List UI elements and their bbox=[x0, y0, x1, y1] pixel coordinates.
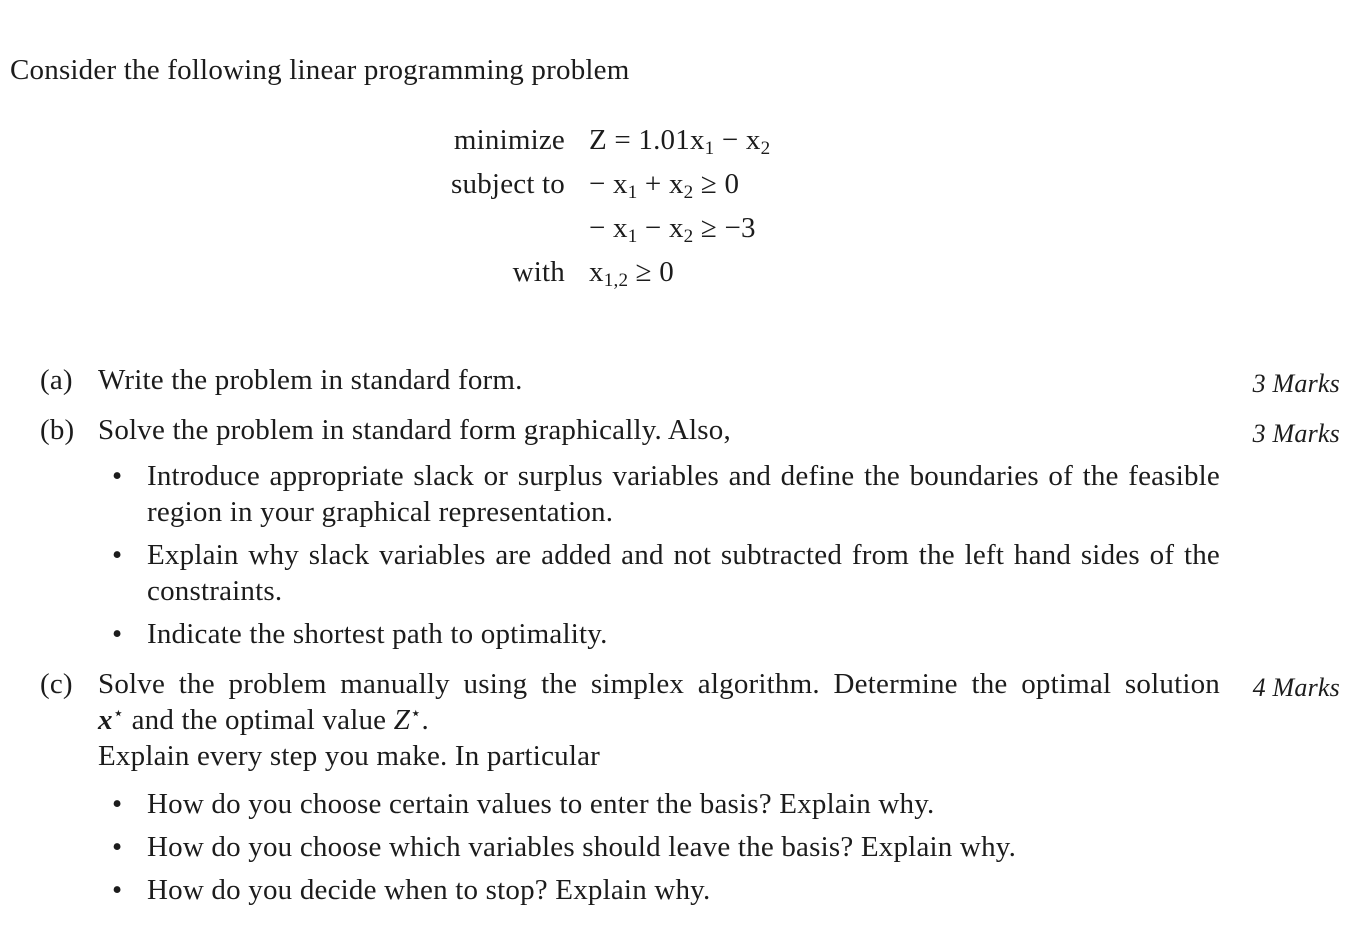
item-c-line-2: x⋆ and the optimal value Z⋆. bbox=[98, 703, 429, 736]
bullet-c-3-text: How do you decide when to stop? Explain why. bbox=[147, 874, 711, 906]
constraint-1-equation: − $x_1 + x_2 \ge 0$ bbox=[589, 168, 740, 203]
math-label-empty bbox=[0, 206, 565, 250]
bullet-icon: • bbox=[112, 874, 123, 906]
bullet-icon: • bbox=[112, 539, 123, 571]
item-b-label: (b) bbox=[40, 414, 75, 446]
math-row-minimize bbox=[0, 118, 1354, 162]
bullet-c-1-text: How do you choose certain values to enter the basis? Explain why. bbox=[147, 788, 935, 820]
item-b-text: Solve the problem in standard form graphically. Also, bbox=[98, 414, 731, 446]
lp-problem-display bbox=[0, 118, 1354, 294]
item-c-marks: 4 Marks bbox=[1252, 673, 1340, 702]
item-b-bullet-list bbox=[112, 458, 1220, 652]
bullet-icon: • bbox=[112, 831, 123, 863]
item-c-label: (c) bbox=[40, 668, 73, 700]
math-label-subject-to: subject to bbox=[451, 168, 565, 200]
nonnegativity-equation: $x_{1,2} \ge 0$ bbox=[589, 256, 674, 291]
item-a-label: (a) bbox=[40, 364, 73, 396]
list-item bbox=[112, 537, 1220, 609]
bullet-c-2-text: How do you choose which variables should leave the basis? Explain why. bbox=[147, 831, 1017, 863]
bullet-b-3-text: Indicate the shortest path to optimality. bbox=[147, 618, 608, 650]
item-c-text bbox=[98, 666, 1220, 774]
math-row-constraint-2 bbox=[0, 206, 1354, 250]
intro-text: Consider the following linear programming problem bbox=[10, 54, 630, 86]
bullet-b-2-text: Explain why slack variables are added and not subtracted from the left hand sides of the constraints. bbox=[147, 539, 1220, 607]
list-item bbox=[112, 829, 1247, 865]
item-a-marks: 3 Marks bbox=[1252, 369, 1340, 398]
bullet-icon: • bbox=[112, 618, 123, 650]
list-item bbox=[112, 458, 1220, 530]
objective-equation: $Z = 1.01x_1 - x_2$ bbox=[589, 124, 771, 159]
math-label-minimize: minimize bbox=[453, 124, 565, 156]
constraint-2-equation: − $x_1 - x_2 \ge -3$ bbox=[589, 212, 756, 247]
list-item bbox=[112, 872, 1247, 908]
bullet-b-1-text: Introduce appropriate slack or surplus variables and define the boundaries of the feasible region in your graphical representation. bbox=[147, 460, 1220, 528]
math-label-with: with bbox=[512, 256, 565, 288]
item-b-marks: 3 Marks bbox=[1252, 419, 1340, 448]
item-a-text: Write the problem in standard form. bbox=[98, 364, 523, 396]
list-item bbox=[112, 616, 1220, 652]
bullet-icon: • bbox=[112, 460, 123, 492]
item-c-line-3: Explain every step you make. In particular bbox=[98, 740, 601, 772]
list-item bbox=[112, 786, 1247, 822]
math-row-subject-to bbox=[0, 162, 1354, 206]
bullet-icon: • bbox=[112, 788, 123, 820]
item-c-line-1: Solve the problem manually using the simplex algorithm. Determine the optimal solution bbox=[98, 668, 1220, 700]
math-row-with bbox=[0, 250, 1354, 294]
item-c-bullet-list bbox=[112, 786, 1247, 908]
